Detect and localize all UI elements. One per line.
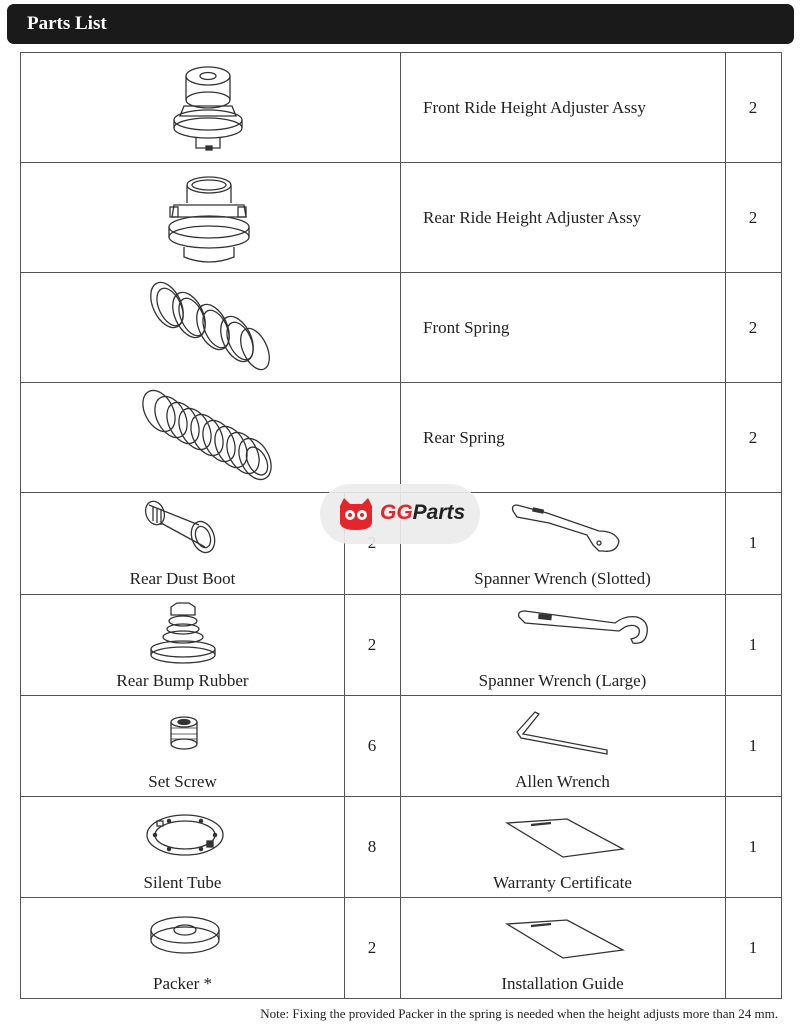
large-wrench-icon [515, 609, 655, 649]
part-quantity: 1 [748, 837, 758, 856]
part-quantity: 2 [367, 938, 377, 957]
table-row [21, 53, 781, 163]
table-row [21, 898, 781, 998]
rear-spring-icon [137, 387, 277, 491]
table-row [21, 273, 781, 383]
dust-boot-icon [139, 497, 225, 563]
part-name: Spanner Wrench (Large) [478, 671, 647, 690]
part-name: Front Ride Height Adjuster Assy [423, 98, 646, 117]
part-name: Allen Wrench [515, 772, 610, 791]
part-quantity: 1 [748, 635, 758, 654]
front-spring-icon [143, 279, 273, 379]
part-quantity: 1 [748, 736, 758, 755]
slotted-wrench-icon [507, 501, 627, 557]
table-row [21, 696, 781, 797]
bump-rubber-icon [149, 601, 217, 665]
part-quantity: 2 [748, 98, 758, 117]
guide-icon [505, 918, 625, 960]
packer-icon [147, 912, 223, 960]
part-quantity: 2 [748, 208, 758, 227]
part-name: Rear Bump Rubber [116, 671, 249, 690]
front-adjuster-icon [166, 58, 256, 158]
certificate-icon [505, 817, 625, 859]
footnote: Note: Fixing the provided Packer in the spring is needed when the height adjusts more than 24 mm. [260, 1006, 778, 1021]
part-quantity: 2 [748, 318, 758, 337]
page-title: Parts List [27, 13, 107, 34]
silent-tube-icon [145, 811, 225, 861]
watermark [320, 484, 480, 544]
part-name: Packer * [152, 974, 212, 993]
part-name: Rear Spring [423, 428, 505, 447]
part-name: Installation Guide [501, 974, 624, 993]
allen-wrench-icon [515, 710, 615, 756]
part-quantity: 6 [367, 736, 377, 755]
part-quantity: 1 [748, 533, 758, 552]
table-row [21, 163, 781, 273]
part-name: Rear Dust Boot [129, 569, 236, 588]
part-name: Spanner Wrench (Slotted) [474, 569, 651, 588]
part-name: Rear Ride Height Adjuster Assy [423, 208, 642, 227]
part-quantity: 1 [748, 938, 758, 957]
header-bar [7, 4, 794, 44]
part-name: Set Screw [148, 772, 217, 791]
table-row [21, 383, 781, 493]
part-name: Front Spring [423, 318, 510, 337]
table-row [21, 797, 781, 898]
part-quantity: 8 [367, 837, 377, 856]
part-quantity: 2 [748, 428, 758, 447]
set-screw-icon [167, 716, 201, 752]
table-row [21, 595, 781, 696]
mascot-icon [336, 496, 376, 532]
rear-adjuster-icon [164, 169, 254, 269]
part-name: Warranty Certificate [493, 873, 632, 892]
part-quantity: 2 [367, 635, 377, 654]
part-name: Silent Tube [143, 873, 222, 892]
watermark-text: GGParts [380, 501, 466, 524]
